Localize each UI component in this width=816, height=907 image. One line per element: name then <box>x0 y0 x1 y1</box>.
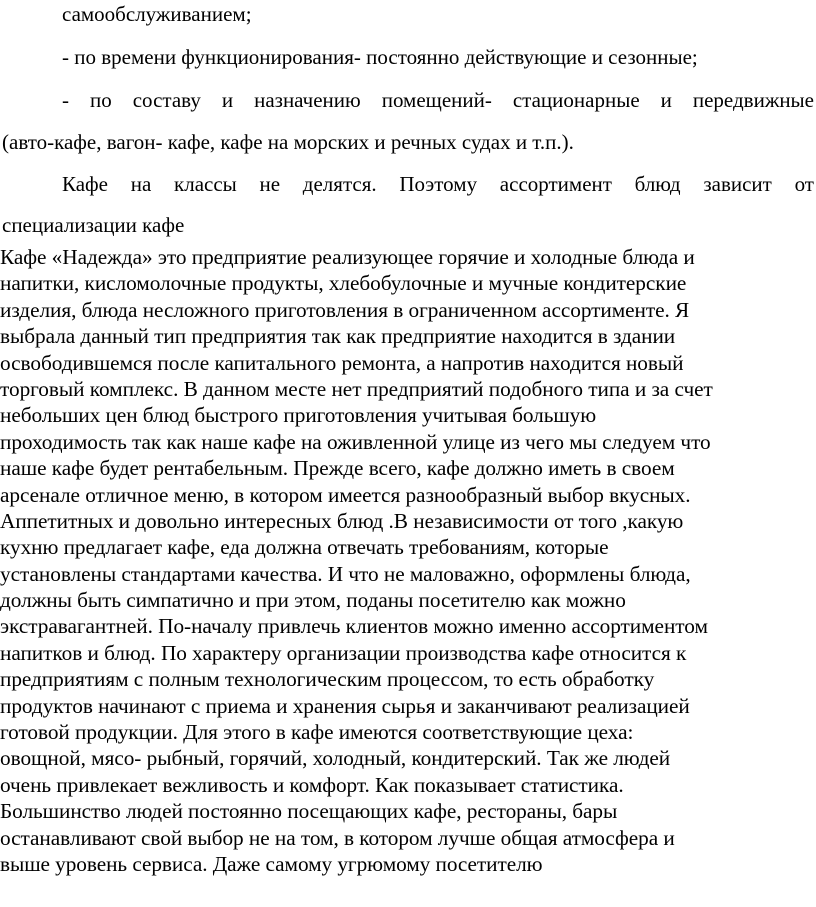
text-line: (авто-кафе, вагон- кафе, кафе на морских и речных судах и т.п.). <box>2 130 574 154</box>
paragraph-line: экстравагантней. По-началу привлечь клиентов можно именно ассортиментом <box>0 614 708 639</box>
paragraph-line: Большинство людей постоянно посещающих кафе, рестораны, бары <box>0 799 618 824</box>
paragraph-line: изделия, блюда несложного приготовления в ограниченном ассортименте. Я <box>0 297 690 322</box>
paragraph-line: предприятиям с полным технологическим процессом, то есть обработку <box>0 667 655 692</box>
paragraph-line: небольших цен блюд быстрого приготовления учитывая большую <box>0 403 597 428</box>
paragraph-line: проходимость так как наше кафе на оживленной улице из чего мы следуем что <box>0 429 711 454</box>
paragraph-line: Аппетитных и довольно интересных блюд .В независимости от того ,какую <box>0 508 684 533</box>
paragraph-line: кухню предлагает кафе, еда должна отвечать требованиям, которые <box>0 535 609 560</box>
paragraph-line: установлены стандартами качества. И что не маловажно, оформлены блюда, <box>0 561 691 586</box>
list-item-composition: - по составу и назначению помещений- стационарные и передвижные <box>62 88 814 112</box>
paragraph-line: готовой продукции. Для этого в кафе имеются соответствующие цеха: <box>0 720 634 745</box>
text-line: самообслуживанием; <box>62 2 252 26</box>
paragraph-line: останавливают свой выбор не на том, в котором лучше общая атмосфера и <box>0 825 675 850</box>
paragraph-line: продуктов начинают с приема и хранения сырья и заканчивают реализацией <box>0 693 690 718</box>
cafe-description-paragraph <box>0 244 816 877</box>
paragraph-line: должны быть симпатично и при этом, поданы посетителю как можно <box>0 588 626 613</box>
paragraph-line: Кафе «Надежда» это предприятие реализующее горячие и холодные блюда и <box>0 245 695 269</box>
paragraph-line: овощной, мясо- рыбный, горячий, холодный, кондитерский. Так же людей <box>0 746 671 771</box>
paragraph-line: арсенале отличное меню, в котором имеется разнообразный выбор вкусных. <box>0 482 691 507</box>
paragraph-line: наше кафе будет рентабельным. Прежде всего, кафе должно иметь в своем <box>0 456 675 481</box>
text-line: специализации кафе <box>2 213 185 237</box>
paragraph-line: напитки, кисломолочные продукты, хлебобулочные и мучные кондитерские <box>0 271 687 296</box>
paragraph-line: торговый комплекс. В данном месте нет предприятий подобного типа и за счет <box>0 376 713 401</box>
paragraph-line: выбрала данный тип предприятия так как предприятие находится в здании <box>0 324 676 349</box>
paragraph-line: очень привлекает вежливость и комфорт. Как показывает статистика. <box>0 772 624 797</box>
paragraph-line: освободившемся после капитального ремонта, а напротив находится новый <box>0 350 684 375</box>
paragraph-line: выше уровень сервиса. Даже самому угрюмому посетителю <box>0 851 543 876</box>
text-line-cafe-classes: Кафе на классы не делятся. Поэтому ассортимент блюд зависит от <box>62 172 814 196</box>
list-item-operation-time: - по времени функционирования- постоянно действующие и сезонные; <box>62 45 698 69</box>
paragraph-line: напитков и блюд. По характеру организации производства кафе относится к <box>0 640 687 665</box>
